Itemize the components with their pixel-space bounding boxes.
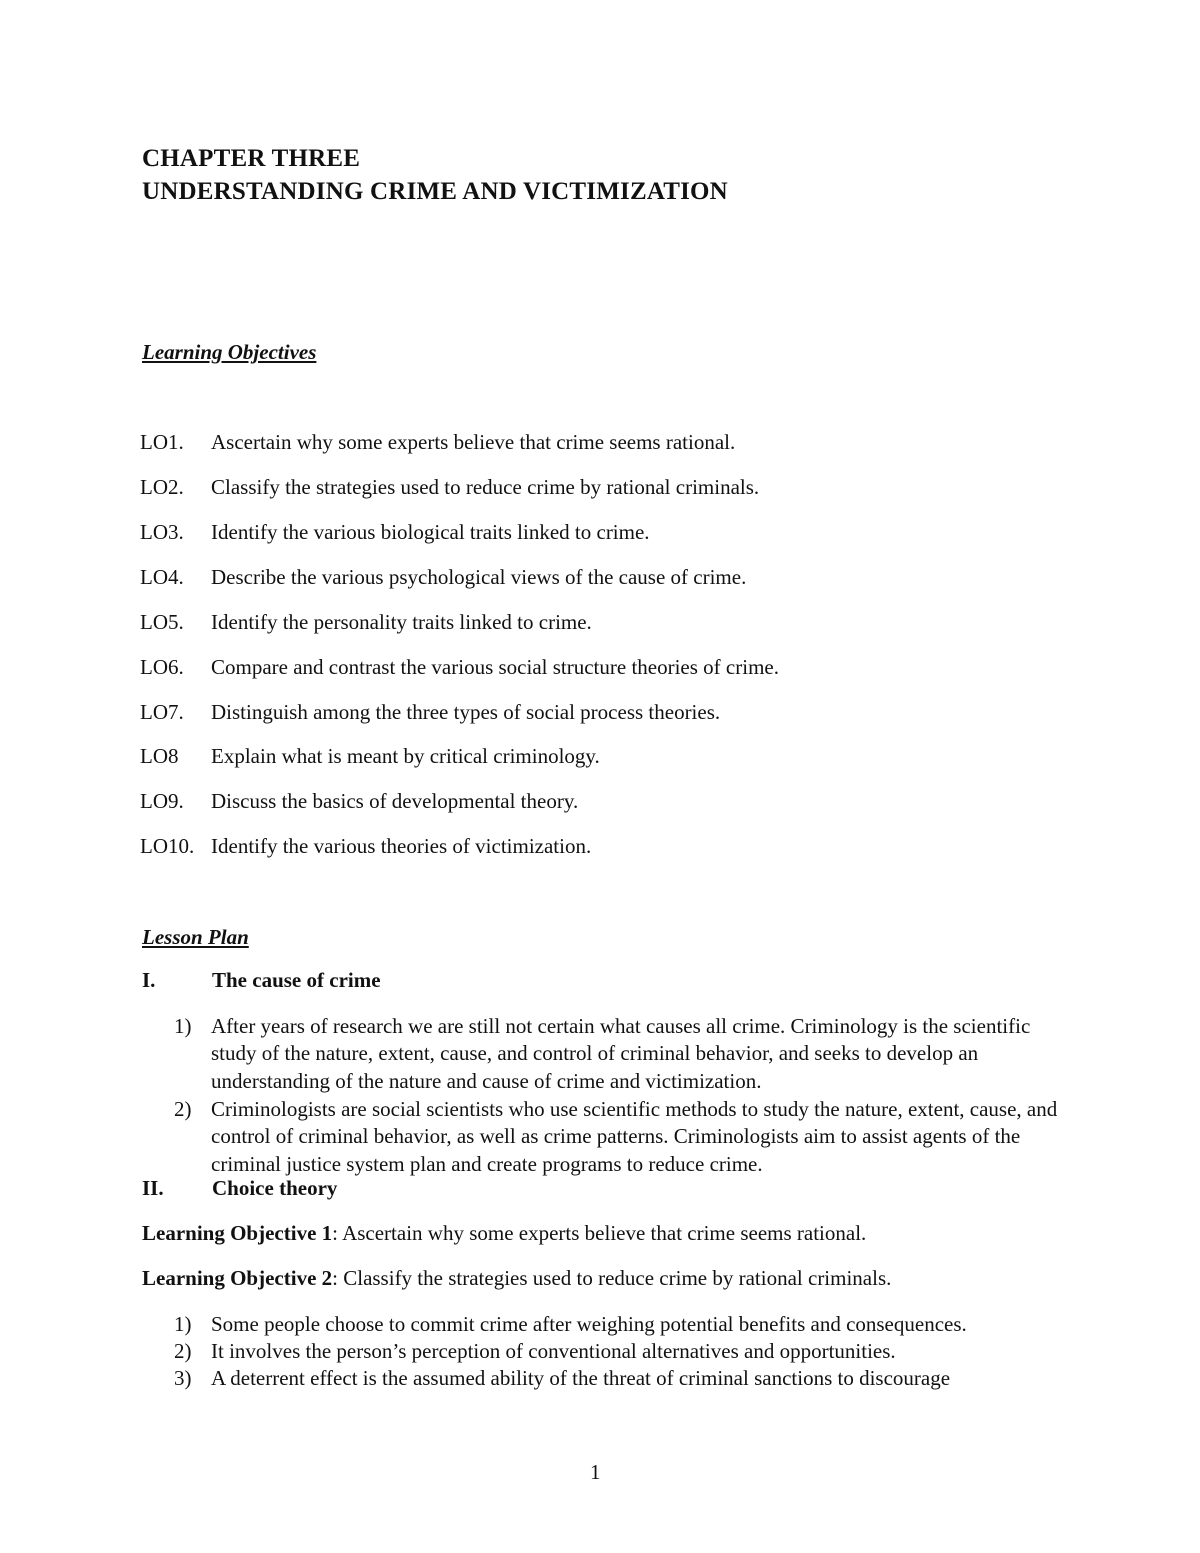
learning-objective-text: : Ascertain why some experts believe that crime seems rational.	[332, 1221, 867, 1245]
objective-text: Discuss the basics of developmental theory.	[211, 789, 579, 813]
section-numeral: II.	[142, 1176, 164, 1200]
learning-objective-label: Learning Objective 1	[142, 1221, 333, 1245]
list-item-text: A deterrent effect is the assumed ability of the threat of criminal sanctions to discourage	[211, 1366, 951, 1390]
objective-text: Ascertain why some experts believe that crime seems rational.	[211, 430, 736, 454]
list-item-text: Criminologists are social scientists who use scientific methods to study the nature, extent, cause, and control of criminal behavior, as well as crime patterns. Criminologists aim to assist agents of the criminal justice system plan and create programs to reduce crime.	[211, 1097, 1058, 1176]
objective-code: LO4.	[140, 565, 184, 589]
objective-text: Distinguish among the three types of social process theories.	[211, 700, 721, 724]
section-title: The cause of crime	[212, 968, 381, 992]
learning-objective-label: Learning Objective 2	[142, 1266, 333, 1290]
section-numeral: I.	[142, 968, 156, 992]
objective-text: Identify the various biological traits linked to crime.	[211, 520, 650, 544]
objective-text: Identify the various theories of victimization.	[211, 834, 592, 858]
objective-code: LO7.	[140, 700, 184, 724]
objective-text: Identify the personality traits linked to crime.	[211, 610, 592, 634]
objective-code: LO5.	[140, 610, 184, 634]
objective-code: LO6.	[140, 655, 184, 679]
objective-code: LO10.	[140, 834, 195, 858]
objective-code: LO2.	[140, 475, 184, 499]
lesson-plan-heading: Lesson Plan	[142, 925, 249, 949]
objective-text: Compare and contrast the various social structure theories of crime.	[211, 655, 779, 679]
learning-objectives-heading: Learning Objectives	[142, 340, 317, 364]
objective-code: LO1.	[140, 430, 184, 454]
chapter-title: UNDERSTANDING CRIME AND VICTIMIZATION	[142, 178, 728, 205]
objective-code: LO3.	[140, 520, 184, 544]
list-item-number: 1)	[174, 1312, 192, 1336]
objective-text: Classify the strategies used to reduce crime by rational criminals.	[211, 475, 760, 499]
objective-text: Explain what is meant by critical criminology.	[211, 744, 600, 768]
list-item-number: 1)	[174, 1014, 192, 1038]
objective-code: LO8	[140, 744, 179, 768]
chapter-number: CHAPTER THREE	[142, 145, 361, 172]
page-number: 1	[590, 1460, 601, 1484]
list-item-number: 2)	[174, 1339, 192, 1363]
learning-objective-1-paragraph	[142, 1221, 866, 1246]
list-item-number: 3)	[174, 1366, 192, 1390]
learning-objective-text: : Classify the strategies used to reduce crime by rational criminals.	[332, 1266, 892, 1290]
objective-code: LO9.	[140, 789, 184, 813]
learning-objective-2-paragraph	[142, 1266, 891, 1291]
list-item-text: It involves the person’s perception of conventional alternatives and opportunities.	[211, 1339, 896, 1363]
objective-text: Describe the various psychological views of the cause of crime.	[211, 565, 747, 589]
list-item-text: Some people choose to commit crime after weighing potential benefits and consequences.	[211, 1312, 967, 1336]
list-item-text: After years of research we are still not certain what causes all crime. Criminology is the scientific study of the nature, extent, cause, and control of criminal behavior, and seeks to develop an understanding of the nature and cause of crime and victimization.	[211, 1014, 1031, 1093]
section-title: Choice theory	[212, 1176, 338, 1200]
list-item-number: 2)	[174, 1097, 192, 1121]
